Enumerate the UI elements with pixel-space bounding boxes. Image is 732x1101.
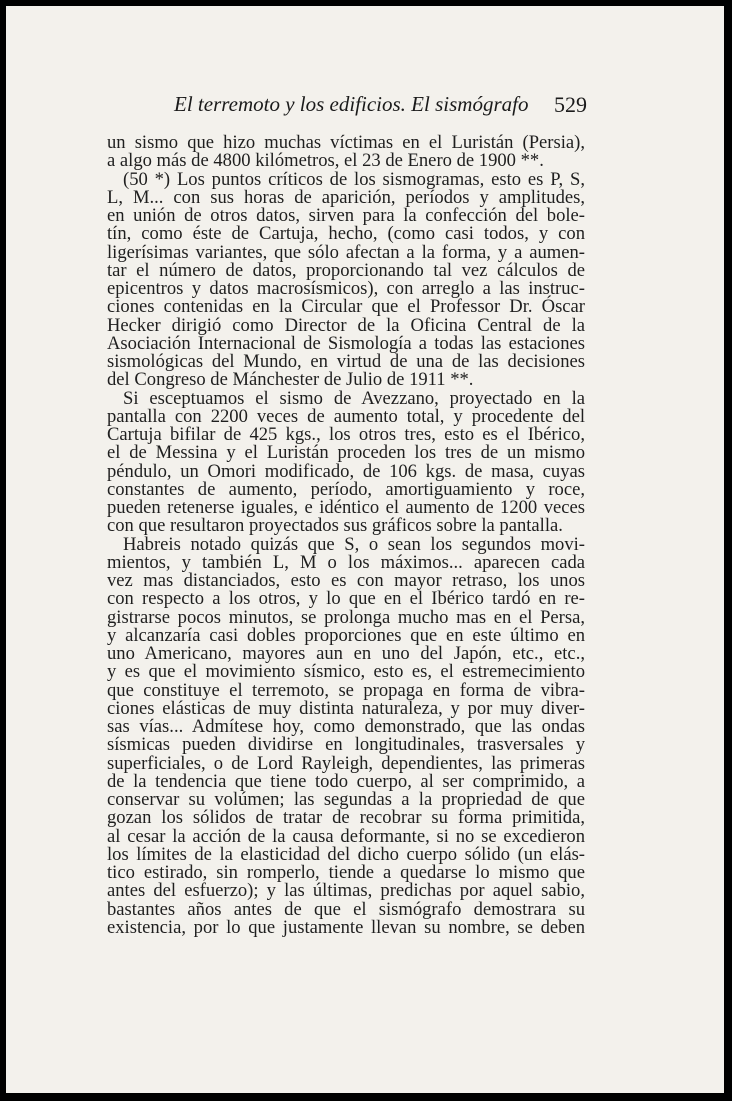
- page-header: [6, 92, 724, 122]
- text-line: al cesar la acción de la causa deformante, si no se excedieron: [107, 825, 585, 847]
- text-line: ciones contenidas en la Circular que el Professor Dr. Óscar: [107, 296, 585, 318]
- text-line: y alcanzaría casi dobles proporciones que en este último en: [107, 624, 585, 646]
- text-line: ligerísimas variantes, que sólo afectan a la forma, y a aumen-: [107, 241, 585, 263]
- text-line: del Congreso de Mánchester de Julio de 1911 **.: [107, 369, 474, 391]
- text-line: péndulo, un Omori modificado, de 106 kgs. de masa, cuyas: [107, 460, 585, 482]
- text-line: pantalla con 2200 veces de aumento total, y procedente del: [107, 405, 585, 427]
- text-line: Cartuja bifilar de 425 kgs., los otros tres, esto es el Ibérico,: [107, 424, 585, 445]
- text-line: Si esceptuamos el sismo de Avezzano, proyectado en la: [123, 387, 585, 409]
- page-number: 529: [554, 92, 587, 117]
- text-line: conservar su volúmen; las segundas a la propriedad de que: [107, 789, 585, 810]
- text-line: sismológicas del Mundo, en virtud de una de las decisiones: [107, 351, 585, 372]
- text-line: a algo más de 4800 kilómetros, el 23 de Enero de 1900 **.: [107, 150, 544, 172]
- text-line: pueden retenerse iguales, e idéntico el aumento de 1200 veces: [107, 497, 585, 518]
- text-line: que constituye el terremoto, se propaga en forma de vibra-: [107, 679, 585, 701]
- text-line: antes del esfuerzo); y las últimas, predichas por aquel sabio,: [107, 880, 585, 902]
- text-line: L, M... con sus horas de aparición, períodos y amplitudes,: [107, 186, 585, 208]
- text-line: constantes de aumento, período, amortiguamiento y roce,: [107, 478, 585, 500]
- text-line: tín, como éste de Cartuja, hecho, (como casi todos, y con: [107, 223, 585, 245]
- text-line: bastantes años antes de que el sismógrafo demostrara su: [107, 898, 585, 920]
- text-line: el de Messina y el Luristán proceden los tres de un mismo: [107, 442, 585, 464]
- text-line: con que resultaron proyectados sus gráficos sobre la pantalla.: [107, 515, 563, 537]
- text-line: sas vías... Admítese hoy, como demonstrado, que las ondas: [107, 716, 585, 737]
- text-line: sísmicas pueden dividirse en longitudinales, trasversales y: [107, 734, 585, 756]
- text-line: existencia, por lo que justamente llevan su nombre, se deben: [107, 916, 585, 938]
- text-line: ciones elásticas de muy distinta naturaleza, y por muy diver-: [107, 697, 585, 719]
- text-line: Hecker dirigió como Director de la Oficina Central de la: [107, 314, 585, 336]
- text-line: tico estirado, sin romperlo, tiende a quedarse lo mismo que: [107, 862, 585, 883]
- running-title: El terremoto y los edificios. El sismógrafo: [174, 92, 529, 116]
- text-line: y es que el movimiento sísmico, esto es, el estremecimiento: [107, 661, 585, 683]
- text-line: con respecto a los otros, y lo que en el Ibérico tardó en re-: [107, 588, 585, 610]
- text-line: de la tendencia que tiene todo cuerpo, al ser comprimido, a: [107, 770, 585, 792]
- text-line: Habreis notado quizás que S, o sean los segundos movi-: [123, 533, 585, 555]
- text-line: uno Americano, mayores aun en uno del Japón, etc., etc.,: [107, 643, 585, 664]
- body-text: [107, 134, 585, 937]
- text-line: en unión de otros datos, sirven para la confección del bole-: [107, 205, 585, 226]
- text-line: Asociación Internacional de Sismología a todas las estaciones: [107, 332, 585, 354]
- text-line: un sismo que hizo muchas víctimas en el Luristán (Persia),: [107, 132, 585, 153]
- text-line: gozan los sólidos de tratar de recobrar su forma primitida,: [107, 807, 585, 829]
- text-line: (50 *) Los puntos críticos de los sismogramas, esto es P, S,: [123, 168, 585, 190]
- text-line: tar el número de datos, proporcionando tal vez cálculos de: [107, 259, 585, 281]
- text-line: los límites de la elasticidad del dicho cuerpo sólido (un elás-: [107, 843, 585, 865]
- text-line: vez mas distanciados, esto es con mayor retraso, los unos: [107, 570, 585, 591]
- book-page: [6, 6, 724, 1093]
- text-line: mientos, y también L, M o los máximos... aparecen cada: [107, 551, 585, 573]
- text-line: gistrarse pocos minutos, se prolonga mucho mas en el Persa,: [107, 606, 585, 628]
- text-line: epicentros y datos macrosísmicos), con arreglo a las instruc-: [107, 278, 585, 299]
- text-line: superficiales, o de Lord Rayleigh, dependientes, las primeras: [107, 752, 585, 774]
